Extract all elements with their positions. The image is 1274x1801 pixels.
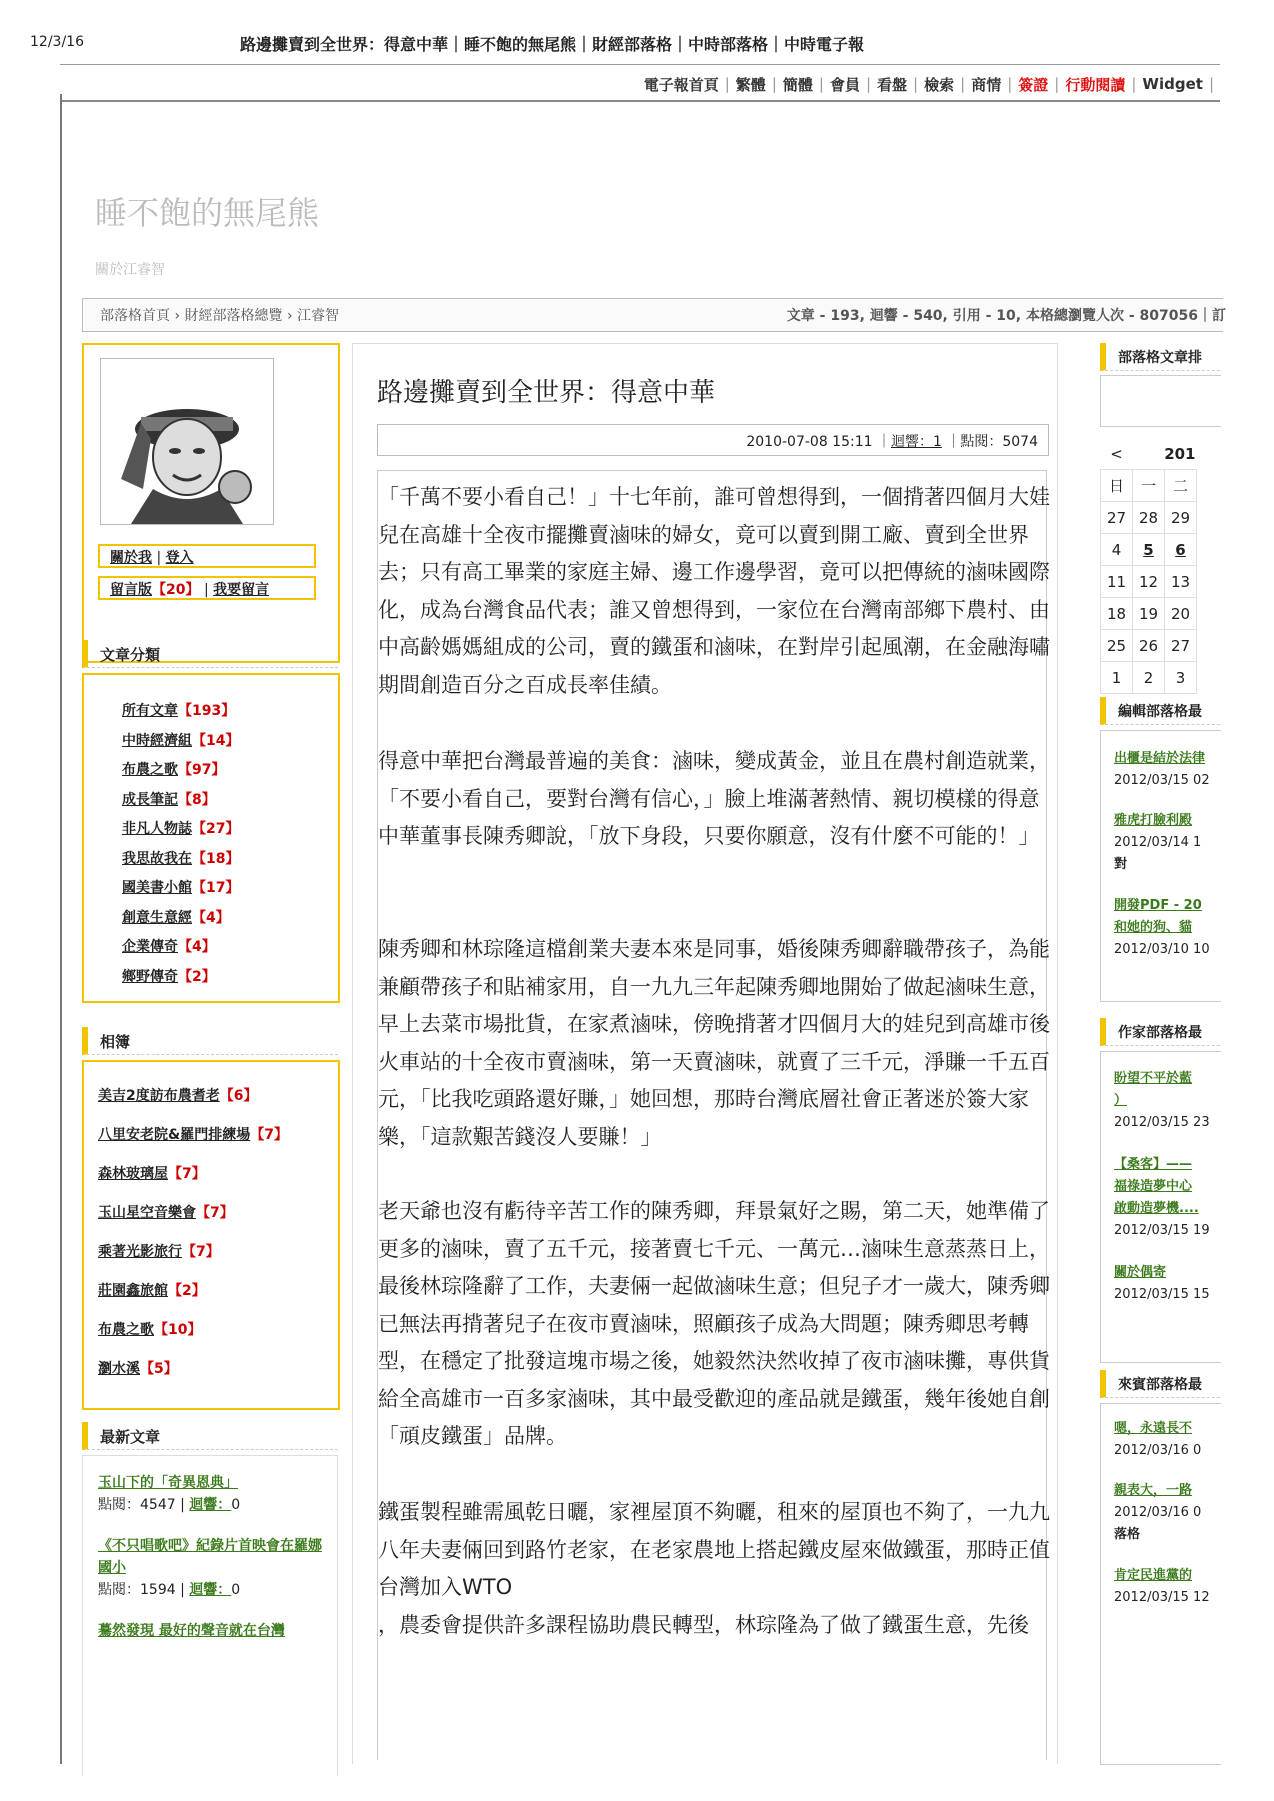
album-link[interactable]: 玉山星空音樂會 [98, 1205, 196, 1221]
writer-post-link[interactable]: ） [1114, 1093, 1128, 1108]
editor-blogs-heading: 編輯部落格最 [1100, 697, 1220, 725]
nav-member[interactable]: 會員 [829, 75, 860, 94]
print-page-title: 路邊攤賣到全世界：得意中華｜睡不飽的無尾熊｜財經部落格｜中時部落格｜中時電子報 [240, 35, 865, 54]
breadcrumb-author[interactable]: 江睿智 [297, 308, 340, 324]
list-item: 關於偶寄 2012/03/15 15 [1114, 1265, 1210, 1302]
topnav-divider [60, 64, 1220, 65]
list-item: 嗯，永遠長不 2012/03/16 0 [1114, 1421, 1202, 1458]
album-link[interactable]: 森林玻璃屋 [98, 1166, 168, 1182]
article-paragraph: 鐵蛋製程雖需風乾日曬，家裡屋頂不夠曬，租來的屋頂也不夠了，一九九八年夫妻倆回到路竹老家，在老家農地上搭起鐵皮屋來做鐵蛋，那時正值台灣加入WTO [378, 1500, 1050, 1599]
calendar-day: 4 [1101, 534, 1133, 566]
calendar-day[interactable]: 6 [1165, 534, 1197, 566]
nav-traditional[interactable]: 繁體 [735, 75, 766, 94]
latest-post-link[interactable]: 《不只唱歌吧》紀錄片首映會在羅娜國小 [98, 1538, 322, 1576]
writer-post-link[interactable]: 【桑客】—— [1114, 1157, 1193, 1172]
list-item: 企業傳奇【4】 [122, 939, 216, 955]
nav-widget[interactable]: Widget [1142, 75, 1203, 93]
writer-post-link[interactable]: 關於偶寄 [1114, 1265, 1167, 1280]
chevron-right-icon: › [174, 308, 185, 324]
calendar-day: 1 [1101, 662, 1133, 694]
list-item: 盼望不平於藍 ） 2012/03/15 23 [1114, 1071, 1210, 1130]
weekday-label: 一 [1133, 470, 1165, 502]
about-me-link[interactable]: 關於我 [110, 550, 152, 566]
blog-stats: 文章 - 193, 迴響 - 540, 引用 - 10, 本格總瀏覽人次 - 807056｜訂 [786, 308, 1226, 324]
guestbook-links: 留言版【20】 | 我要留言 [98, 576, 316, 600]
latest-post-link[interactable]: 玉山下的「奇異恩典」 [98, 1475, 238, 1491]
list-item: 國美書小館【17】 [122, 880, 240, 896]
list-item: 親表大，一路 2012/03/16 0 落格 [1114, 1483, 1202, 1542]
guestbook-count: 【20】 [152, 582, 200, 598]
breadcrumb [100, 305, 339, 325]
list-item: 瀏水溪【5】 [98, 1361, 178, 1377]
category-link[interactable]: 鄉野傳奇 [122, 968, 178, 985]
leave-message-link[interactable]: 我要留言 [213, 582, 270, 598]
category-link[interactable]: 布農之歌 [122, 762, 178, 778]
category-link[interactable]: 國美書小館 [122, 880, 192, 896]
guest-post-link[interactable]: 親表大，一路 [1114, 1483, 1193, 1498]
writer-post-link[interactable]: 盼望不平於藍 [1114, 1071, 1193, 1086]
calendar [1100, 438, 1220, 694]
latest-post-link[interactable]: 驀然發現 最好的聲音就在台灣 [98, 1623, 285, 1639]
chevron-right-icon: › [286, 308, 298, 324]
article-paragraph: ，農委會提供許多課程協助農民轉型，林琮隆為了做了鐵蛋生意，先後 [378, 1613, 1029, 1637]
article-paragraph: 陳秀卿和林琮隆這檔創業夫妻本來是同事，婚後陳秀卿辭職帶孩子，為能兼顧帶孩子和貼補家用，自一九九三年起陳秀卿地開始了做起滷味生意，早上去菜市場批貨，在家煮滷味，傍晚揹著才四個月大的娃兒到高雄市後火車站的十全夜市賣滷味，第一天賣滷味，就賣了三千元，淨賺一千五百元，「比我吃頭路還好賺，」她回想，那時台灣底層社會正著迷於簽大家樂，「這款艱苦錢沒人要賺！」 [378, 937, 1050, 1149]
nav-business[interactable]: 商情 [971, 75, 1002, 94]
calendar-day: 27 [1165, 630, 1197, 662]
calendar-day: 26 [1133, 630, 1165, 662]
calendar-day: 18 [1101, 598, 1133, 630]
guestbook-link[interactable]: 留言版 [110, 582, 152, 598]
nav-epaper-home[interactable]: 電子報首頁 [643, 75, 719, 94]
list-item: 肯定民進黨的 2012/03/15 12 [1114, 1568, 1210, 1605]
calendar-day[interactable]: 5 [1133, 534, 1165, 566]
calendar-prev-button[interactable]: < [1110, 444, 1123, 463]
nav-visa[interactable]: 簽證 [1018, 75, 1049, 94]
list-item: 成長筆記【8】 [122, 791, 216, 808]
album-link[interactable]: 瀏水溪 [98, 1361, 140, 1377]
list-item: 玉山下的「奇異恩典」 點閱：4547 | 迴響：0 [98, 1475, 241, 1513]
list-item: 雅虎打臉利殿 2012/03/14 1 對 [1114, 813, 1202, 872]
writer-post-link[interactable]: 啟動造夢機.... [1114, 1201, 1199, 1216]
list-item: 所有文章【193】 [122, 703, 236, 719]
list-item: 《不只唱歌吧》紀錄片首映會在羅娜國小 點閱：1594 | 迴響：0 [98, 1538, 322, 1598]
list-item: 莊園鑫旅館【2】 [98, 1283, 206, 1299]
writer-post-link[interactable]: 福祿造夢中心 [1114, 1179, 1193, 1194]
category-link[interactable]: 中時經濟組 [122, 732, 192, 749]
header-divider [60, 100, 1220, 102]
author-portrait-icon [101, 359, 273, 524]
article-meta: 2010-07-08 15:11 ｜迴響：1 ｜點閱：5074 [746, 434, 1038, 450]
weekday-label: 二 [1165, 470, 1197, 502]
print-date: 12/3/16 [30, 34, 84, 50]
rank-heading: 部落格文章排 [1100, 343, 1220, 371]
category-link[interactable]: 成長筆記 [122, 791, 178, 808]
nav-mobile-reading[interactable]: 行動閱讀 [1065, 75, 1126, 94]
list-item: 布農之歌【10】 [98, 1322, 202, 1338]
list-item: 八里安老院&羅門排練場【7】 [98, 1127, 288, 1143]
rank-box [1100, 375, 1221, 427]
list-item: 【桑客】—— 福祿造夢中心 啟動造夢機.... 2012/03/15 19 [1114, 1157, 1210, 1238]
latest-posts-heading: 最新文章 [82, 1422, 338, 1450]
album-link[interactable]: 乘著光影旅行 [98, 1244, 182, 1260]
nav-stock[interactable]: 看盤 [877, 75, 908, 94]
calendar-day: 27 [1101, 502, 1133, 534]
list-item: 鄉野傳奇【2】 [122, 968, 216, 985]
list-item: 布農之歌【97】 [122, 762, 226, 778]
list-item: 我思故我在【18】 [122, 850, 240, 867]
album-link[interactable]: 布農之歌 [98, 1322, 154, 1338]
nav-simplified[interactable]: 簡體 [782, 75, 813, 94]
albums-heading: 相簿 [82, 1027, 338, 1055]
editor-post-link[interactable]: 出櫃是結於法律 [1114, 751, 1206, 766]
editor-post-link[interactable]: 開發PDF - 20 [1114, 898, 1202, 913]
calendar-day: 25 [1101, 630, 1133, 662]
list-item: 森林玻璃屋【7】 [98, 1166, 206, 1182]
nav-search[interactable]: 檢索 [924, 75, 955, 94]
calendar-day: 28 [1133, 502, 1165, 534]
breadcrumb-finance-blogs[interactable]: 財經部落格總覽 [184, 308, 283, 324]
category-link[interactable]: 我思故我在 [122, 850, 192, 867]
about-author-link[interactable]: 關於江睿智 [95, 262, 165, 278]
calendar-day: 20 [1165, 598, 1197, 630]
profile-links: 關於我 | 登入 [98, 544, 316, 568]
avatar [100, 358, 274, 525]
article-replies-link[interactable]: 迴響：1 [890, 434, 942, 450]
album-list [98, 1085, 288, 1397]
page-left-border [60, 94, 62, 1764]
calendar-day: 3 [1165, 662, 1197, 694]
calendar-day: 2 [1133, 662, 1165, 694]
list-item [98, 1620, 330, 1642]
category-link[interactable]: 創意生意經 [122, 909, 192, 926]
guest-post-link[interactable]: 嗯，永遠長不 [1114, 1421, 1193, 1436]
blog-title[interactable]: 睡不飽的無尾熊 [95, 194, 320, 232]
album-link[interactable]: 莊園鑫旅館 [98, 1283, 168, 1299]
writer-blogs-heading: 作家部落格最 [1100, 1018, 1220, 1046]
replies-link[interactable]: 迴響： [189, 1582, 232, 1598]
list-item: 開發PDF - 20 和她的狗、貓 2012/03/10 10 [1114, 898, 1210, 957]
album-link[interactable]: 八里安老院&羅門排練場 [98, 1127, 251, 1143]
calendar-year: 201 [1164, 444, 1196, 463]
category-link[interactable]: 非凡人物誌 [122, 821, 192, 837]
weekday-label: 日 [1101, 470, 1133, 502]
article-body [377, 470, 1050, 1760]
list-item: 非凡人物誌【27】 [122, 821, 240, 837]
breadcrumb-blog-home[interactable]: 部落格首頁 [100, 308, 170, 324]
calendar-day: 11 [1101, 566, 1133, 598]
categories-heading: 文章分類 [82, 640, 338, 668]
list-item: 美吉2度訪布農耆老【6】 [98, 1088, 258, 1104]
calendar-day: 13 [1165, 566, 1197, 598]
guest-post-link[interactable]: 肯定民進黨的 [1114, 1568, 1193, 1583]
list-item: 中時經濟組【14】 [122, 732, 240, 749]
list-item: 乘著光影旅行【7】 [98, 1244, 220, 1260]
calendar-day: 29 [1165, 502, 1197, 534]
editor-post-link[interactable]: 雅虎打臉利殿 [1114, 813, 1193, 828]
article-meta-bar [377, 424, 1049, 456]
login-link[interactable]: 登入 [165, 550, 194, 566]
album-link[interactable]: 美吉2度訪布農耆老 [98, 1088, 220, 1104]
category-link[interactable]: 企業傳奇 [122, 939, 178, 955]
category-link[interactable]: 所有文章 [122, 703, 178, 719]
list-item: 玉山星空音樂會【7】 [98, 1205, 234, 1221]
replies-link[interactable]: 迴響： [189, 1497, 232, 1513]
guest-blogs-heading: 來賓部落格最 [1100, 1370, 1220, 1398]
editor-post-link[interactable]: 和她的狗、貓 [1114, 920, 1193, 935]
article-paragraph: 得意中華把台灣最普遍的美食：滷味，變成黃金，並且在農村創造就業，「不要小看自己，要對台灣有信心，」臉上堆滿著熱情、親切模樣的得意中華董事長陳秀卿說，「放下身段，只要你願意，沒有什麼不可能的！」 [378, 749, 1050, 848]
article-paragraph: 「千萬不要小看自己！」十七年前，誰可曾想得到，一個揹著四個月大娃兒在高雄十全夜市擺攤賣滷味的婦女，竟可以賣到開工廠、賣到全世界去；只有高工畢業的家庭主婦、邊工作邊學習，竟可以把傳統的滷味國際化，成為台灣食品代表；誰又曾想得到，一家位在台灣南部鄉下農村、由中高齡媽媽組成的公司，賣的鐵蛋和滷味，在對岸引起風潮，在金融海嘯期間創造百分之百成長率佳績。 [378, 485, 1050, 697]
article-views: 點閱：5074 [960, 434, 1038, 450]
article-title: 路邊攤賣到全世界：得意中華 [377, 378, 716, 408]
article-datetime: 2010-07-08 15:11 [746, 434, 873, 450]
list-item: 出櫃是結於法律 2012/03/15 02 [1114, 751, 1210, 788]
category-list [122, 700, 239, 995]
calendar-day: 19 [1133, 598, 1165, 630]
article-paragraph: 老天爺也沒有虧待辛苦工作的陳秀卿，拜景氣好之賜，第二天，她準備了更多的滷味，賣了五千元，接著賣七千元、一萬元…滷味生意蒸蒸日上，最後林琮隆辭了工作，夫妻倆一起做滷味生意；但兒子才一歲大，陳秀卿已無法再揹著兒子在夜市賣滷味，照顧孩子成為大問題；陳秀卿思考轉型，在穩定了批發這塊市場之後，她毅然決然收掉了夜市滷味攤，專供貨給全高雄市一百多家滷味，其中最受歡迎的產品就是鐵蛋，幾年後她自創「頑皮鐵蛋」品牌。 [378, 1199, 1050, 1448]
list-item: 創意生意經【4】 [122, 909, 230, 926]
top-navigation: 電子報首頁 | 繁體 | 簡體 | 會員 | 看盤 | 檢索 | 商情 | 簽證 | 行動閱讀 | Widget | [643, 75, 1214, 94]
calendar-day: 12 [1133, 566, 1165, 598]
